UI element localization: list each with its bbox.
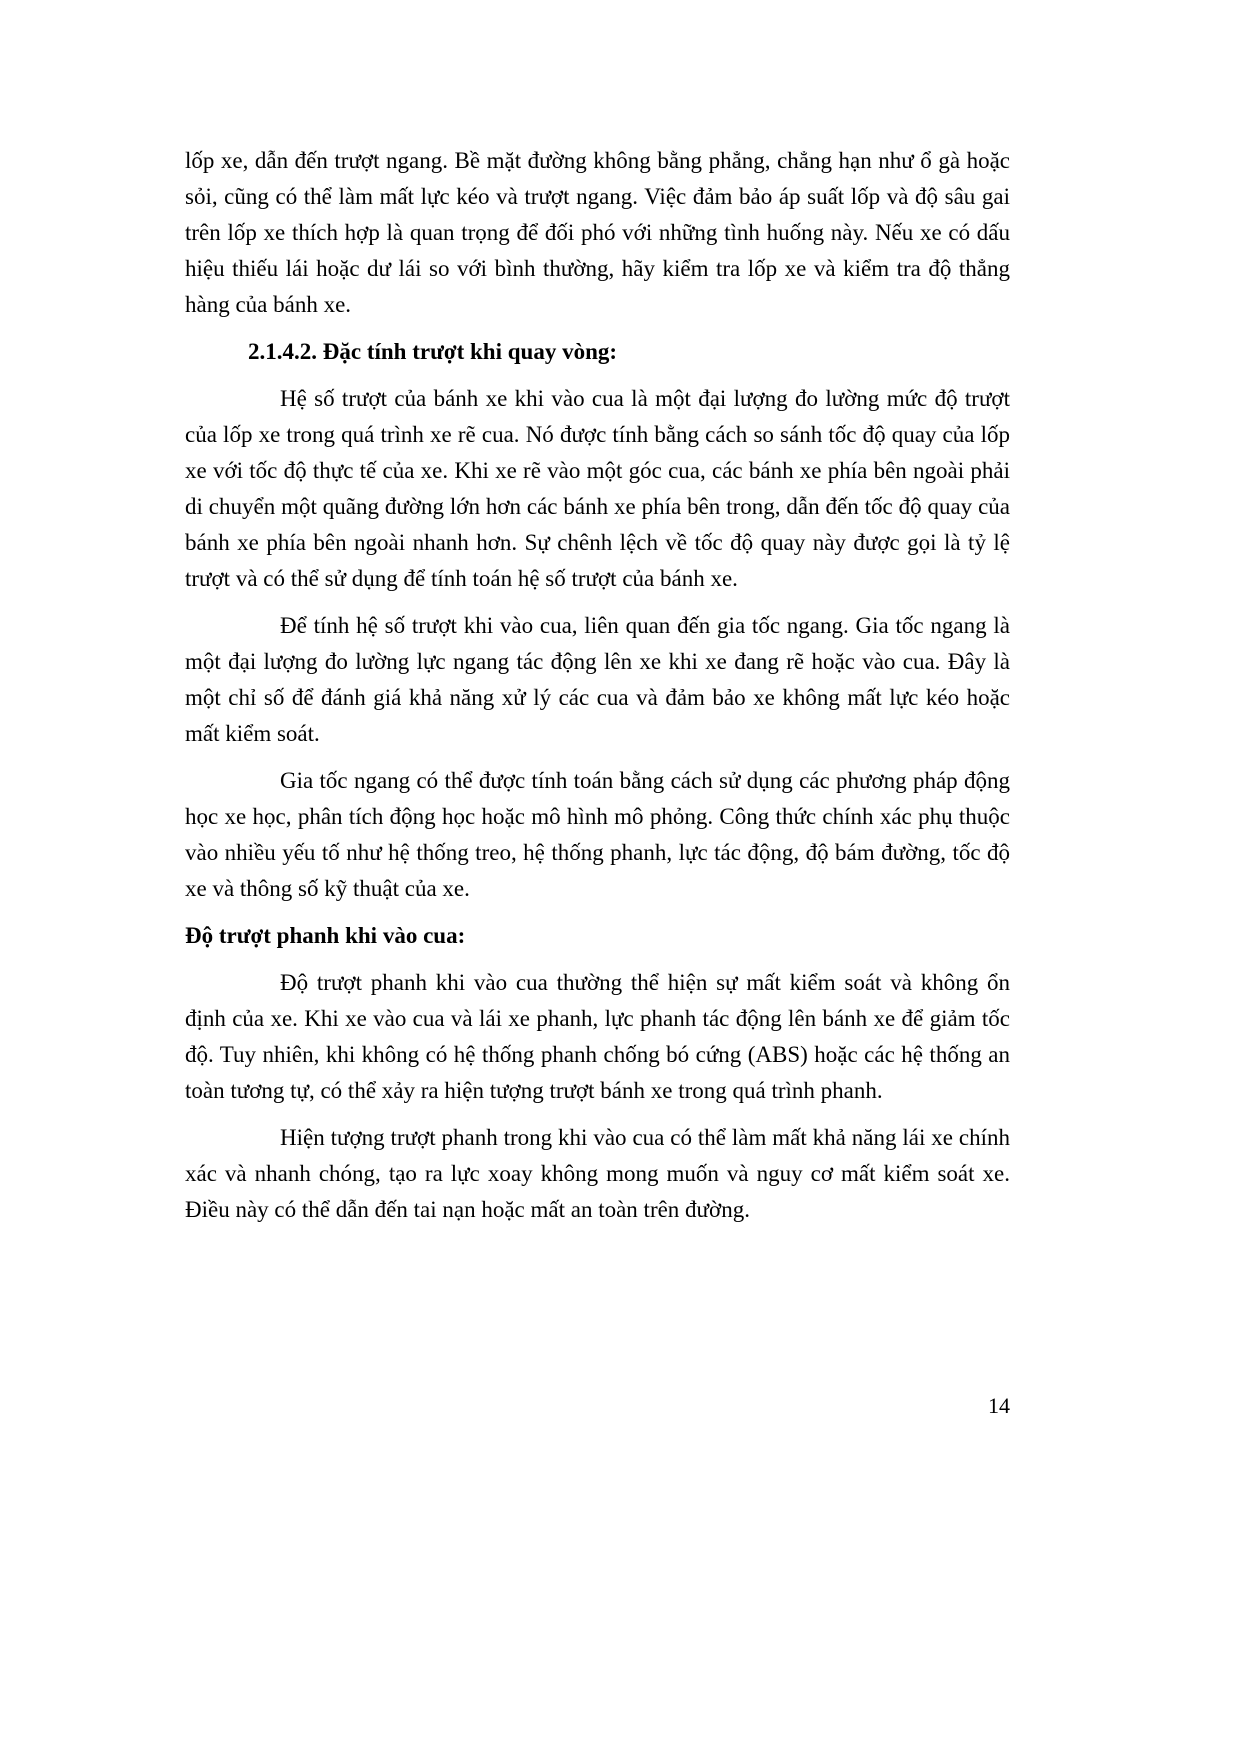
paragraph-brake-slip-consequences: Hiện tượng trượt phanh trong khi vào cua có thể làm mất khả năng lái xe chính xác và nhanh chóng, tạo ra lực xoay không mong muốn và nguy cơ mất kiểm soát xe. Điều này có thể dẫn đến tai nạn hoặc mất an toàn trên đường.: [185, 1125, 1010, 1222]
paragraph-tire-slip-continuation: lốp xe, dẫn đến trượt ngang. Bề mặt đường không bằng phẳng, chẳng hạn như ổ gà hoặc sỏi, cũng có thể làm mất lực kéo và trượt ngang. Việc đảm bảo áp suất lốp và độ sâu gai trên lốp xe thích hợp là quan trọng để đối phó với những tình huống này. Nếu xe có dấu hiệu thiếu lái hoặc dư lái so với bình thường, hãy kiểm tra lốp xe và kiểm tra độ thẳng hàng của bánh xe.: [185, 148, 1010, 317]
paragraph-brake-slip-description: Độ trượt phanh khi vào cua thường thể hiện sự mất kiểm soát và không ổn định của xe. Khi xe vào cua và lái xe phanh, lực phanh tác động lên bánh xe để giảm tốc độ. Tuy nhiên, khi không có hệ thống phanh chống bó cứng (ABS) hoặc các hệ thống an toàn tương tự, có thể xảy ra hiện tượng trượt bánh xe trong quá trình phanh.: [185, 970, 1010, 1103]
page-number: 14: [988, 1393, 1010, 1418]
section-heading-2-1-4-2: 2.1.4.2. Đặc tính trượt khi quay vòng:: [248, 339, 618, 364]
paragraph-slip-coefficient: Hệ số trượt của bánh xe khi vào cua là một đại lượng đo lường mức độ trượt của lốp xe trong quá trình xe rẽ cua. Nó được tính bằng cách so sánh tốc độ quay của lốp xe với tốc độ thực tế của xe. Khi xe rẽ vào một góc cua, các bánh xe phía bên ngoài phải di chuyển một quãng đường lớn hơn các bánh xe phía bên trong, dẫn đến tốc độ quay của bánh xe phía bên ngoài nhanh hơn. Sự chênh lệch về tốc độ quay này được gọi là tỷ lệ trượt và có thể sử dụng để tính toán hệ số trượt của bánh xe.: [185, 386, 1010, 591]
paragraph-lateral-acceleration: Để tính hệ số trượt khi vào cua, liên quan đến gia tốc ngang. Gia tốc ngang là một đại lượng đo lường lực ngang tác động lên xe khi xe đang rẽ hoặc vào cua. Đây là một chỉ số để đánh giá khả năng xử lý các cua và đảm bảo xe không mất lực kéo hoặc mất kiểm soát.: [185, 613, 1010, 746]
paragraph-calculation-methods: Gia tốc ngang có thể được tính toán bằng cách sử dụng các phương pháp động học xe học, phân tích động học hoặc mô hình mô phỏng. Công thức chính xác phụ thuộc vào nhiều yếu tố như hệ thống treo, hệ thống phanh, lực tác động, độ bám đường, tốc độ xe và thông số kỹ thuật của xe.: [185, 768, 1010, 901]
subheading-brake-slip: Độ trượt phanh khi vào cua:: [185, 923, 466, 948]
text-block: [185, 143, 1010, 1239]
